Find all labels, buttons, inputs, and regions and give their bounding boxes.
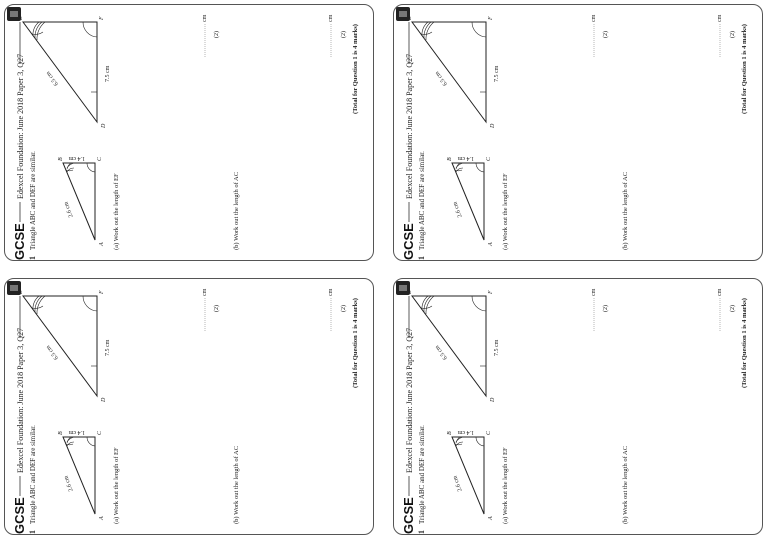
- side-de-label: 6.5 cm: [45, 343, 60, 361]
- side-ab-label: 2.6 cm: [452, 200, 464, 219]
- side-df-label: 7.5 cm: [494, 339, 500, 356]
- side-bc-label: 1.4 cm: [68, 429, 85, 435]
- large-triangle: [412, 22, 486, 122]
- part-a-prompt: (a) Work out the length of EF: [502, 447, 509, 524]
- vertex-c-label: C: [97, 156, 103, 161]
- side-df-label: 7.5 cm: [494, 65, 500, 82]
- worksheet-page-bottom-right: [393, 278, 763, 535]
- vertex-f-label: F: [99, 16, 105, 20]
- vertex-d-label: D: [101, 397, 107, 402]
- question-number: 1: [28, 256, 37, 260]
- vertex-d-label: D: [101, 123, 107, 128]
- source-label: Edexcel Foundation: June 2018 Paper 3, Q27: [16, 53, 25, 199]
- vertex-c-label: C: [486, 430, 492, 435]
- part-b-prompt: (b) Work out the length of AC: [622, 445, 629, 524]
- vertex-b-label: B: [58, 431, 64, 435]
- mark-b: (2): [341, 31, 347, 38]
- question-intro: Triangle ABC and DEF are similar.: [29, 151, 37, 250]
- source-label: Edexcel Foundation: June 2018 Paper 3, Q27: [405, 53, 414, 199]
- answer-unit-a: cm: [591, 14, 597, 22]
- vertex-c-label: C: [97, 430, 103, 435]
- vertex-d-label: D: [490, 397, 496, 402]
- worksheet-page-top-right: [393, 4, 763, 261]
- source-label: Edexcel Foundation: June 2018 Paper 3, Q27: [405, 327, 414, 473]
- brand-label: GCSE: [12, 497, 27, 534]
- vertex-e-label: E: [407, 290, 413, 294]
- vertex-f-label: F: [488, 290, 494, 294]
- answer-unit-b: cm: [717, 288, 723, 296]
- question-intro: Triangle ABC and DEF are similar.: [418, 425, 426, 524]
- vertex-a-label: A: [488, 242, 494, 246]
- vertex-c-label: C: [486, 156, 492, 161]
- large-triangle: [412, 296, 486, 396]
- side-de-label: 6.5 cm: [434, 343, 449, 361]
- part-a-prompt: (a) Work out the length of EF: [502, 173, 509, 250]
- mark-a: (2): [603, 31, 609, 38]
- question-number: 1: [417, 530, 426, 534]
- worksheet-page-top-left: [4, 4, 374, 261]
- side-ab-label: 2.6 cm: [452, 474, 464, 493]
- vertex-e-label: E: [407, 16, 413, 20]
- mark-b: (2): [730, 31, 736, 38]
- vertex-d-label: D: [490, 123, 496, 128]
- side-de-label: 6.5 cm: [434, 69, 449, 87]
- part-b-prompt: (b) Work out the length of AC: [622, 171, 629, 250]
- mark-a: (2): [214, 31, 220, 38]
- brand-label: GCSE: [12, 223, 27, 260]
- mark-a: (2): [603, 305, 609, 312]
- side-df-label: 7.5 cm: [105, 339, 111, 356]
- vertex-b-label: B: [447, 157, 453, 161]
- answer-unit-a: cm: [202, 14, 208, 22]
- vertex-a-label: A: [99, 516, 105, 520]
- mark-a: (2): [214, 305, 220, 312]
- vertex-e-label: E: [18, 290, 24, 294]
- worksheet-page-bottom-left: [4, 278, 374, 535]
- answer-unit-b: cm: [328, 288, 334, 296]
- total-marks: (Total for Question 1 is 4 marks): [352, 298, 359, 388]
- part-a-prompt: (a) Work out the length of EF: [113, 447, 120, 524]
- large-triangle: [23, 296, 97, 396]
- side-ab-label: 2.6 cm: [63, 200, 75, 219]
- question-intro: Triangle ABC and DEF are similar.: [418, 151, 426, 250]
- side-bc-label: 1.4 cm: [457, 155, 474, 161]
- mark-b: (2): [341, 305, 347, 312]
- total-marks: (Total for Question 1 is 4 marks): [352, 24, 359, 114]
- brand-label: GCSE: [401, 497, 416, 534]
- vertex-f-label: F: [488, 16, 494, 20]
- answer-unit-a: cm: [591, 288, 597, 296]
- answer-unit-b: cm: [717, 14, 723, 22]
- mark-b: (2): [730, 305, 736, 312]
- vertex-a-label: A: [488, 516, 494, 520]
- part-b-prompt: (b) Work out the length of AC: [233, 445, 240, 524]
- side-de-label: 6.5 cm: [45, 69, 60, 87]
- vertex-f-label: F: [99, 290, 105, 294]
- side-bc-label: 1.4 cm: [68, 155, 85, 161]
- large-triangle: [23, 22, 97, 122]
- side-ab-label: 2.6 cm: [63, 474, 75, 493]
- question-number: 1: [417, 256, 426, 260]
- side-bc-label: 1.4 cm: [457, 429, 474, 435]
- vertex-a-label: A: [99, 242, 105, 246]
- total-marks: (Total for Question 1 is 4 marks): [741, 24, 748, 114]
- vertex-b-label: B: [447, 431, 453, 435]
- vertex-b-label: B: [58, 157, 64, 161]
- part-a-prompt: (a) Work out the length of EF: [113, 173, 120, 250]
- brand-label: GCSE: [401, 223, 416, 260]
- part-b-prompt: (b) Work out the length of AC: [233, 171, 240, 250]
- total-marks: (Total for Question 1 is 4 marks): [741, 298, 748, 388]
- answer-unit-a: cm: [202, 288, 208, 296]
- side-df-label: 7.5 cm: [105, 65, 111, 82]
- question-number: 1: [28, 530, 37, 534]
- source-label: Edexcel Foundation: June 2018 Paper 3, Q27: [16, 327, 25, 473]
- answer-unit-b: cm: [328, 14, 334, 22]
- vertex-e-label: E: [18, 16, 24, 20]
- question-intro: Triangle ABC and DEF are similar.: [29, 425, 37, 524]
